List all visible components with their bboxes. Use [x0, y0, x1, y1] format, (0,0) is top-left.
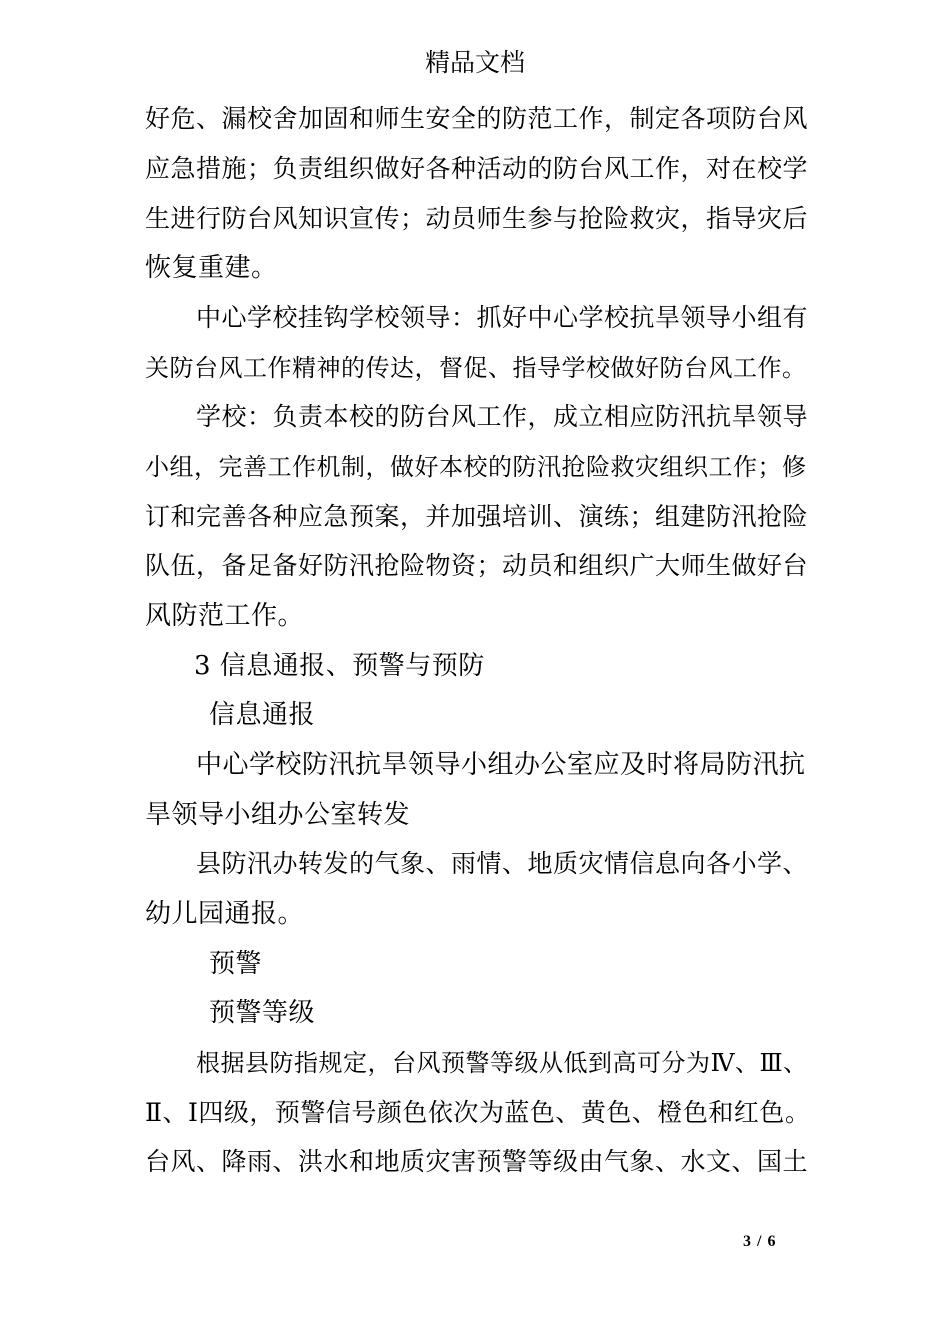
body-line-9: 订和完善各种应急预案，并加强培训、演练；组建防汛抢险 — [145, 502, 809, 531]
body-line-16: 县防汛办转发的气象、雨情、地质灾情信息向各小学、 — [196, 849, 809, 878]
body-line-10: 队伍，备足备好防汛抢险物资；动员和组织广大师生做好台 — [145, 551, 809, 580]
section-heading: 3 信息通报、预警与预防 — [194, 651, 485, 681]
page-number: 3 / 6 — [743, 1233, 777, 1250]
body-line-14: 中心学校防汛抗旱领导小组办公室应及时将局防汛抗 — [196, 750, 806, 780]
body-line-6: 关防台风工作精神的传达，督促、指导学校做好防台风工作。 — [145, 354, 807, 382]
body-line-20: 根据县防指规定，台风预警等级从低到高可分为Ⅳ、Ⅲ、 — [196, 1049, 808, 1077]
page-header-title: 精品文档 — [424, 48, 525, 77]
body-line-17: 幼儿园通报。 — [145, 899, 305, 929]
subheading-warning-level: 预警等级 — [209, 998, 316, 1028]
body-line-15: 旱领导小组办公室转发 — [145, 800, 411, 830]
body-line-3: 生进行防台风知识宣传；动员师生参与抢险救灾，指导灾后 — [145, 204, 809, 233]
body-line-8: 小组，完善工作机制，做好本校的防汛抢险救灾组织工作；修 — [145, 453, 807, 481]
body-line-11: 风防范工作。 — [145, 601, 305, 631]
body-line-2: 应急措施；负责组织做好各种活动的防台风工作，对在校学 — [145, 154, 809, 183]
subheading-warning: 预警 — [209, 949, 263, 979]
body-line-22: 台风、降雨、洪水和地质灾害预警等级由气象、水文、国土 — [145, 1147, 809, 1176]
subheading-info: 信息通报 — [209, 700, 316, 730]
body-line-4: 恢复重建。 — [145, 253, 278, 283]
body-line-7: 学校：负责本校的防台风工作，成立相应防汛抗旱领导 — [196, 402, 809, 431]
body-line-5: 中心学校挂钩学校领导：抓好中心学校抗旱领导小组有 — [196, 303, 809, 332]
body-line-1: 好危、漏校舍加固和师生安全的防范工作，制定各项防台风 — [145, 104, 809, 133]
body-line-21: Ⅱ、Ⅰ四级，预警信号颜色依次为蓝色、黄色、橙色和红色。 — [145, 1098, 811, 1127]
